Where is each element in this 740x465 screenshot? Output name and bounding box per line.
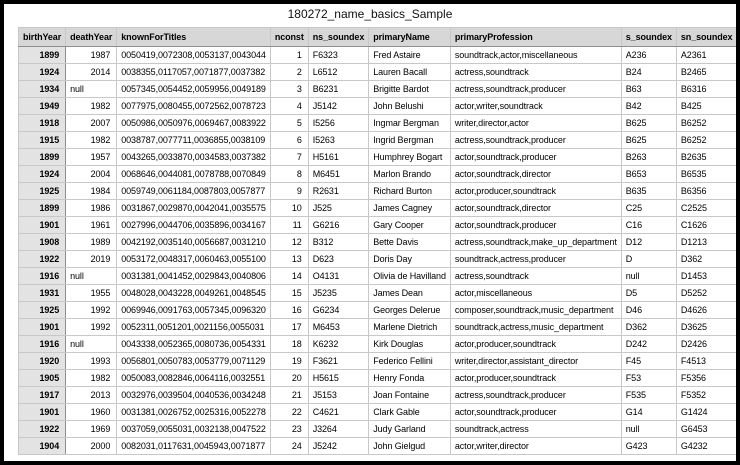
cell-nconst: 15 [270,285,308,302]
table-row [19,132,737,149]
cell-s_soundex: D242 [621,336,676,353]
cell-primaryName: Richard Burton [369,183,451,200]
table-row [19,81,737,98]
cell-deathYear: 2007 [66,115,117,132]
cell-nconst: 19 [270,353,308,370]
cell-primaryProfession: actress,soundtrack [450,64,621,81]
cell-s_soundex: A236 [621,47,676,64]
cell-s_soundex: B63 [621,81,676,98]
cell-knownForTitles: 0050986,0050976,0069467,0083922 [117,115,271,132]
cell-birthYear: 1925 [19,302,66,319]
cell-primaryName: James Dean [369,285,451,302]
cell-s_soundex: D5 [621,285,676,302]
column-header-sn_soundex: sn_soundex [676,28,737,47]
cell-ns_soundex: F3621 [308,353,369,370]
cell-birthYear: 1904 [19,438,66,455]
table-row [19,149,737,166]
cell-nconst: 4 [270,98,308,115]
cell-s_soundex: F45 [621,353,676,370]
cell-ns_soundex: M6453 [308,319,369,336]
cell-knownForTitles: 0031381,0026752,0025316,0052278 [117,404,271,421]
cell-primaryProfession: soundtrack,actress [450,421,621,438]
cell-knownForTitles: 0048028,0043228,0049261,0048545 [117,285,271,302]
table-body [19,47,737,455]
table-row [19,234,737,251]
cell-nconst: 6 [270,132,308,149]
cell-primaryProfession: actor,writer,soundtrack [450,98,621,115]
cell-deathYear: 1986 [66,200,117,217]
cell-ns_soundex: I5263 [308,132,369,149]
cell-birthYear: 1916 [19,268,66,285]
cell-deathYear: 1969 [66,421,117,438]
cell-ns_soundex: G6216 [308,217,369,234]
cell-ns_soundex: J5153 [308,387,369,404]
cell-sn_soundex: B2465 [676,64,737,81]
cell-primaryName: Ingrid Bergman [369,132,451,149]
cell-birthYear: 1901 [19,319,66,336]
cell-sn_soundex: D4626 [676,302,737,319]
cell-ns_soundex: I5256 [308,115,369,132]
cell-s_soundex: C16 [621,217,676,234]
cell-s_soundex: F53 [621,370,676,387]
cell-knownForTitles: 0038355,0117057,0071877,0037382 [117,64,271,81]
cell-s_soundex: B42 [621,98,676,115]
cell-s_soundex: C25 [621,200,676,217]
cell-sn_soundex: B6356 [676,183,737,200]
cell-primaryProfession: soundtrack,actress,producer [450,251,621,268]
column-header-knownForTitles: knownForTitles [117,28,271,47]
table-row [19,47,737,64]
cell-knownForTitles: 0037059,0055031,0032138,0047522 [117,421,271,438]
cell-knownForTitles: 0077975,0080455,0072562,0078723 [117,98,271,115]
table-row [19,200,737,217]
cell-nconst: 24 [270,438,308,455]
cell-primaryName: Georges Delerue [369,302,451,319]
column-header-deathYear: deathYear [66,28,117,47]
cell-nconst: 14 [270,268,308,285]
cell-deathYear: 2004 [66,166,117,183]
cell-nconst: 12 [270,234,308,251]
cell-nconst: 3 [270,81,308,98]
cell-ns_soundex: F6323 [308,47,369,64]
cell-ns_soundex: K6232 [308,336,369,353]
cell-primaryProfession: actress,soundtrack [450,268,621,285]
cell-nconst: 1 [270,47,308,64]
cell-primaryName: Clark Gable [369,404,451,421]
cell-primaryProfession: actor,soundtrack,producer [450,404,621,421]
cell-ns_soundex: H5161 [308,149,369,166]
cell-nconst: 22 [270,404,308,421]
table-row [19,302,737,319]
cell-nconst: 13 [270,251,308,268]
cell-sn_soundex: G4232 [676,438,737,455]
cell-sn_soundex: D2426 [676,336,737,353]
cell-ns_soundex: M6451 [308,166,369,183]
cell-knownForTitles: 0031867,0029870,0042041,0035575 [117,200,271,217]
column-header-birthYear: birthYear [19,28,66,47]
cell-birthYear: 1899 [19,47,66,64]
cell-s_soundex: G14 [621,404,676,421]
cell-primaryName: Humphrey Bogart [369,149,451,166]
cell-primaryProfession: writer,director,assistant_director [450,353,621,370]
cell-primaryProfession: actress,soundtrack,producer [450,132,621,149]
cell-nconst: 17 [270,319,308,336]
cell-deathYear: 2014 [66,64,117,81]
table-row [19,421,737,438]
cell-ns_soundex: C4621 [308,404,369,421]
cell-s_soundex: B625 [621,115,676,132]
cell-primaryProfession: actress,soundtrack,make_up_department [450,234,621,251]
cell-deathYear: 1982 [66,98,117,115]
cell-knownForTitles: 0043265,0033870,0034583,0037382 [117,149,271,166]
cell-primaryName: John Belushi [369,98,451,115]
cell-sn_soundex: D5252 [676,285,737,302]
cell-primaryName: Marlon Brando [369,166,451,183]
cell-ns_soundex: J5142 [308,98,369,115]
cell-knownForTitles: 0043338,0052365,0080736,0054331 [117,336,271,353]
cell-primaryName: Judy Garland [369,421,451,438]
cell-s_soundex: G423 [621,438,676,455]
cell-ns_soundex: G6234 [308,302,369,319]
table-row [19,404,737,421]
cell-nconst: 20 [270,370,308,387]
column-header-s_soundex: s_soundex [621,28,676,47]
cell-primaryProfession: actor,producer,soundtrack [450,370,621,387]
cell-primaryName: Fred Astaire [369,47,451,64]
cell-s_soundex: B635 [621,183,676,200]
cell-birthYear: 1922 [19,421,66,438]
cell-sn_soundex: B6252 [676,115,737,132]
cell-birthYear: 1918 [19,115,66,132]
cell-deathYear: 1993 [66,353,117,370]
cell-sn_soundex: D3625 [676,319,737,336]
cell-birthYear: 1901 [19,404,66,421]
cell-primaryProfession: actor,soundtrack,director [450,200,621,217]
cell-primaryProfession: composer,soundtrack,music_department [450,302,621,319]
cell-nconst: 18 [270,336,308,353]
cell-primaryName: James Cagney [369,200,451,217]
table-row [19,166,737,183]
cell-birthYear: 1931 [19,285,66,302]
cell-sn_soundex: B425 [676,98,737,115]
cell-nconst: 9 [270,183,308,200]
table-row [19,268,737,285]
cell-nconst: 2 [270,64,308,81]
cell-deathYear: 2013 [66,387,117,404]
cell-sn_soundex: B2635 [676,149,737,166]
cell-sn_soundex: B6252 [676,132,737,149]
cell-birthYear: 1905 [19,370,66,387]
cell-nconst: 5 [270,115,308,132]
cell-knownForTitles: 0057345,0054452,0059956,0049189 [117,81,271,98]
cell-birthYear: 1925 [19,183,66,200]
table-row [19,370,737,387]
cell-deathYear: null [66,268,117,285]
table-row [19,438,737,455]
cell-s_soundex: D46 [621,302,676,319]
cell-nconst: 8 [270,166,308,183]
cell-knownForTitles: 0027996,0044706,0035896,0034167 [117,217,271,234]
cell-deathYear: null [66,336,117,353]
cell-birthYear: 1908 [19,234,66,251]
cell-s_soundex: D12 [621,234,676,251]
cell-knownForTitles: 0053172,0048317,0060463,0055100 [117,251,271,268]
table-row [19,387,737,404]
cell-s_soundex: null [621,268,676,285]
cell-ns_soundex: B6231 [308,81,369,98]
cell-deathYear: 1955 [66,285,117,302]
cell-nconst: 16 [270,302,308,319]
cell-ns_soundex: B312 [308,234,369,251]
cell-primaryProfession: actor,producer,soundtrack [450,183,621,200]
cell-knownForTitles: 0032976,0039504,0040536,0034248 [117,387,271,404]
cell-deathYear: 1987 [66,47,117,64]
cell-primaryProfession: actress,soundtrack,producer [450,81,621,98]
table-row [19,353,737,370]
cell-sn_soundex: G1424 [676,404,737,421]
cell-deathYear: 1992 [66,302,117,319]
cell-primaryName: Ingmar Bergman [369,115,451,132]
cell-knownForTitles: 0069946,0091763,0057345,0096320 [117,302,271,319]
cell-primaryName: Gary Cooper [369,217,451,234]
cell-primaryProfession: actor,soundtrack,producer [450,149,621,166]
cell-primaryName: Federico Fellini [369,353,451,370]
cell-sn_soundex: B6535 [676,166,737,183]
table-row [19,64,737,81]
cell-primaryProfession: actor,miscellaneous [450,285,621,302]
cell-birthYear: 1899 [19,200,66,217]
cell-primaryName: Bette Davis [369,234,451,251]
cell-birthYear: 1917 [19,387,66,404]
cell-deathYear: 1989 [66,234,117,251]
cell-s_soundex: B653 [621,166,676,183]
cell-ns_soundex: J3264 [308,421,369,438]
cell-sn_soundex: F5352 [676,387,737,404]
column-header-primaryProfession: primaryProfession [450,28,621,47]
cell-birthYear: 1949 [19,98,66,115]
cell-knownForTitles: 0068646,0044081,0078788,0070849 [117,166,271,183]
cell-birthYear: 1924 [19,64,66,81]
cell-primaryProfession: writer,director,actor [450,115,621,132]
cell-ns_soundex: O4131 [308,268,369,285]
cell-s_soundex: null [621,421,676,438]
cell-primaryProfession: actor,soundtrack,producer [450,217,621,234]
data-table [18,27,737,455]
cell-nconst: 7 [270,149,308,166]
table-row [19,98,737,115]
column-header-ns_soundex: ns_soundex [308,28,369,47]
cell-primaryName: Lauren Bacall [369,64,451,81]
cell-primaryProfession: actress,soundtrack,producer [450,387,621,404]
cell-knownForTitles: 0042192,0035140,0056687,0031210 [117,234,271,251]
cell-birthYear: 1899 [19,149,66,166]
cell-sn_soundex: A2361 [676,47,737,64]
cell-ns_soundex: D623 [308,251,369,268]
cell-ns_soundex: J5235 [308,285,369,302]
cell-s_soundex: D362 [621,319,676,336]
cell-knownForTitles: 0050083,0082846,0064116,0032551 [117,370,271,387]
cell-primaryName: Doris Day [369,251,451,268]
cell-s_soundex: B625 [621,132,676,149]
cell-deathYear: 1984 [66,183,117,200]
cell-s_soundex: F535 [621,387,676,404]
cell-primaryName: Joan Fontaine [369,387,451,404]
cell-deathYear: 1982 [66,370,117,387]
cell-birthYear: 1934 [19,81,66,98]
cell-s_soundex: B24 [621,64,676,81]
column-header-nconst: nconst [270,28,308,47]
cell-knownForTitles: 0056801,0050783,0053779,0071129 [117,353,271,370]
cell-sn_soundex: G6453 [676,421,737,438]
cell-knownForTitles: 0031381,0041452,0029843,0040806 [117,268,271,285]
cell-birthYear: 1922 [19,251,66,268]
cell-birthYear: 1915 [19,132,66,149]
cell-sn_soundex: F4513 [676,353,737,370]
cell-birthYear: 1901 [19,217,66,234]
cell-primaryProfession: actor,writer,director [450,438,621,455]
cell-sn_soundex: D362 [676,251,737,268]
column-header-primaryName: primaryName [369,28,451,47]
table-row [19,251,737,268]
table-row [19,115,737,132]
cell-knownForTitles: 0050419,0072308,0053137,0043044 [117,47,271,64]
cell-birthYear: 1920 [19,353,66,370]
cell-primaryName: Olivia de Havilland [369,268,451,285]
table-header [19,28,737,47]
table-row [19,319,737,336]
cell-primaryProfession: actor,producer,soundtrack [450,336,621,353]
cell-primaryName: Henry Fonda [369,370,451,387]
cell-ns_soundex: J5242 [308,438,369,455]
cell-ns_soundex: H5615 [308,370,369,387]
cell-ns_soundex: R2631 [308,183,369,200]
cell-deathYear: 1957 [66,149,117,166]
cell-primaryName: Kirk Douglas [369,336,451,353]
cell-primaryName: Marlene Dietrich [369,319,451,336]
cell-nconst: 11 [270,217,308,234]
cell-sn_soundex: F5356 [676,370,737,387]
cell-birthYear: 1924 [19,166,66,183]
cell-deathYear: 1961 [66,217,117,234]
cell-s_soundex: B263 [621,149,676,166]
cell-deathYear: null [66,81,117,98]
cell-primaryProfession: soundtrack,actress,music_department [450,319,621,336]
cell-ns_soundex: J525 [308,200,369,217]
cell-sn_soundex: B6316 [676,81,737,98]
cell-primaryProfession: soundtrack,actor,miscellaneous [450,47,621,64]
cell-nconst: 23 [270,421,308,438]
cell-ns_soundex: L6512 [308,64,369,81]
table-row [19,183,737,200]
cell-sn_soundex: D1213 [676,234,737,251]
cell-deathYear: 2000 [66,438,117,455]
cell-deathYear: 1992 [66,319,117,336]
cell-primaryProfession: actor,soundtrack,director [450,166,621,183]
cell-sn_soundex: C2525 [676,200,737,217]
page-title: 180272_name_basics_Sample [287,7,453,21]
table-row [19,285,737,302]
cell-sn_soundex: C1626 [676,217,737,234]
cell-deathYear: 1982 [66,132,117,149]
table-row [19,336,737,353]
cell-knownForTitles: 0082031,0117631,0045943,0071877 [117,438,271,455]
cell-deathYear: 1960 [66,404,117,421]
cell-s_soundex: D [621,251,676,268]
cell-knownForTitles: 0052311,0051201,0021156,0055031 [117,319,271,336]
header-row [19,28,737,47]
cell-knownForTitles: 0059749,0061184,0087803,0057877 [117,183,271,200]
cell-nconst: 10 [270,200,308,217]
cell-sn_soundex: D1453 [676,268,737,285]
cell-knownForTitles: 0038787,0077711,0036855,0038109 [117,132,271,149]
cell-deathYear: 2019 [66,251,117,268]
cell-nconst: 21 [270,387,308,404]
table-row [19,217,737,234]
cell-primaryName: Brigitte Bardot [369,81,451,98]
cell-primaryName: John Gielgud [369,438,451,455]
cell-birthYear: 1916 [19,336,66,353]
